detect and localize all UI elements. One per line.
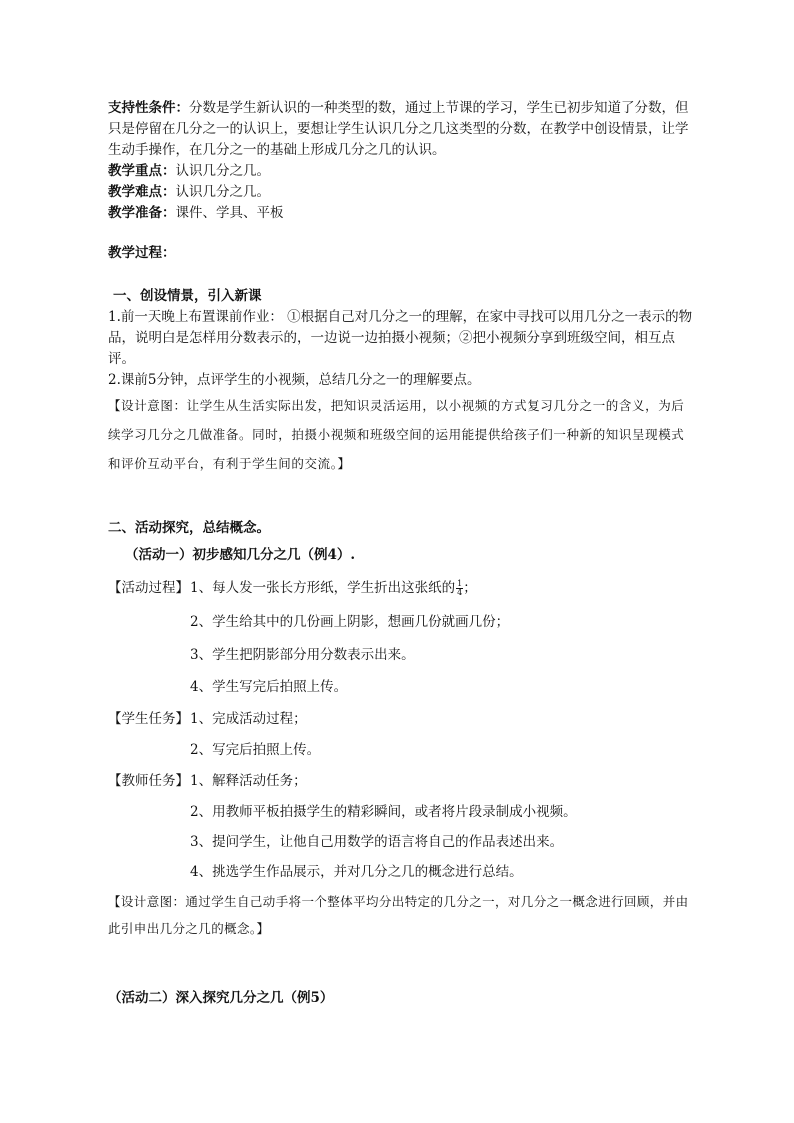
difficulty-text: 认识几分之几。	[175, 184, 270, 200]
section2-title: 二、活动探究，总结概念。	[108, 520, 270, 536]
difficulty-line	[108, 182, 694, 203]
process-title: 教学过程：	[108, 245, 176, 261]
process-item-2: 2、学生给其中的几份画上阴影，想画几份就画几份；	[190, 614, 510, 630]
activity1-title: （活动一）初步感知几分之几（例4）.	[125, 547, 356, 563]
fraction-numerator: 1	[457, 579, 463, 588]
section1-design-intent: 【设计意图：让学生从生活实际出发，把知识灵活运用，以小视频的方式复习几分之一的含义，为后续学习几分之几做准备。同时，拍摄小视频和班级空间的运用能提供给孩子们一种新的知识呈现模式和评价互动平台，有利于学生间的交流。】	[108, 398, 685, 471]
teacher-item-3: 3、提问学生，让他自己用数学的语言将自己的作品表述出来。	[190, 834, 564, 850]
preparation-label: 教学准备：	[108, 205, 176, 221]
teacher-item-1: 1、解释活动任务；	[190, 773, 307, 789]
process-item-3: 3、学生把阴影部分用分数表示出来。	[190, 647, 415, 663]
section2-design-intent: 【设计意图：通过学生自己动手将一个整体平均分出特定的几分之一，对几分之一概念进行回顾，并由此引申出几分之几的概念。】	[108, 894, 689, 936]
activity2-title: （活动二）深入探究几分之几（例5）	[108, 990, 334, 1006]
process-item-1	[190, 578, 477, 599]
difficulty-label: 教学难点：	[108, 184, 176, 200]
process-label: 【活动过程】	[108, 580, 189, 596]
fraction-denominator: 4	[457, 588, 463, 597]
process-item-4: 4、学生写完后拍照上传。	[190, 679, 348, 695]
fraction-suffix: ；	[463, 580, 477, 596]
teacher-item-2: 2、用教师平板拍摄学生的精彩瞬间，或者将片段录制成小视频。	[190, 804, 577, 820]
support-conditions-paragraph	[108, 98, 694, 161]
key-point-label: 教学重点：	[108, 163, 176, 179]
student-item-2: 2、写完后拍照上传。	[190, 742, 321, 758]
student-item-1: 1、完成活动过程；	[190, 711, 307, 727]
support-text: 分数是学生新认识的一种类型的数，通过上节课的学习，学生已初步知道了分数，但只是停留在几分之一的认识上，要想让学生认识几分之几这类型的分数，在教学中创设情景，让学生动手操作，在几分之一的基础上形成几分之几的认识。	[108, 100, 689, 158]
section1-item2: 2.课前5分钟，点评学生的小视频，总结几分之一的理解要点。	[108, 372, 481, 388]
support-label: 支持性条件：	[108, 100, 189, 116]
section1-title: 一、创设情景，引入新课	[113, 288, 262, 304]
student-label: 【学生任务】	[108, 711, 189, 727]
section1-item1: 1.前一天晚上布置课前作业： ①根据自己对几分之一的理解，在家中寻找可以用几分之一表示的物品，说明白是怎样用分数表示的，一边说一边拍摄小视频；②把小视频分享到班级空间，相互点评。	[108, 309, 693, 367]
teacher-label: 【教师任务】	[108, 773, 189, 789]
process-item-1-text: 1、每人发一张长方形纸，学生折出这张纸的	[190, 580, 456, 596]
preparation-line	[108, 203, 694, 224]
preparation-text: 课件、学具、平板	[175, 205, 284, 221]
key-point-text: 认识几分之几。	[175, 163, 270, 179]
key-point-line	[108, 161, 694, 182]
teacher-item-4: 4、挑选学生作品展示，并对几分之几的概念进行总结。	[190, 864, 523, 880]
